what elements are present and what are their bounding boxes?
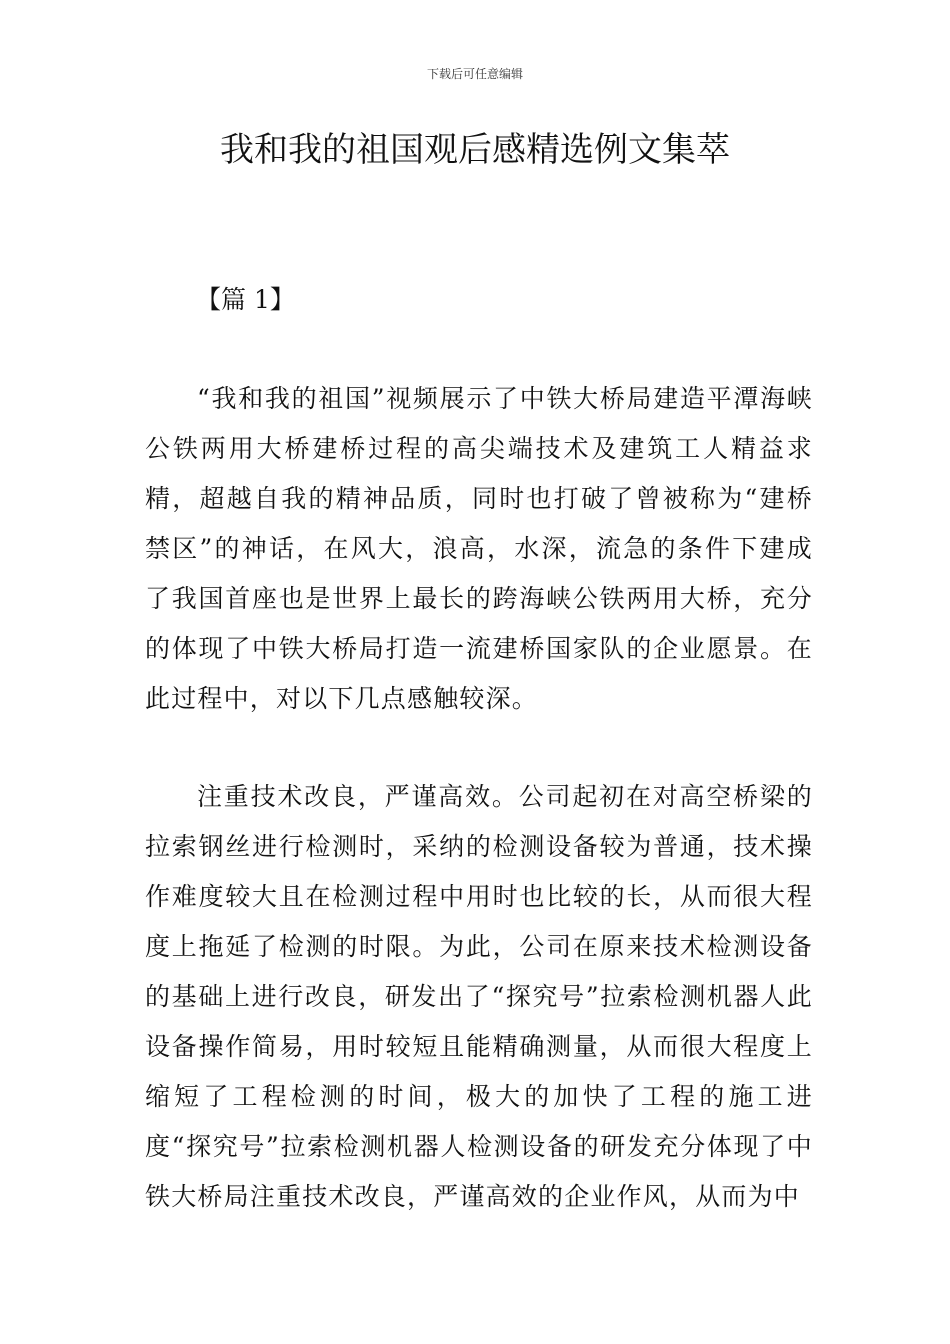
paragraph-2: 注重技术改良，严谨高效。公司起初在对高空桥梁的拉索钢丝进行检测时，采纳的检测设备较为普通，技术操作难度较大且在检测过程中用时也比较的长，从而很大程度上拖延了检测的时限。为此，公司在原来技术检测设备的基础上进行改良，研发出了“探究号”拉索检测机器人此设备操作简易，用时较短且能精确测量，从而很大程度上缩短了工程检测的时间，极大的加快了工程的施工进度“探究号”拉索检测机器人检测设备的研发充分体现了中铁大桥局注重技术改良，严谨高效的企业作风，从而为中 xyxy=(145,782,813,1211)
header-note: 下载后可任意编辑 xyxy=(426,67,523,81)
paragraph-1: “我和我的祖国”视频展示了中铁大桥局建造平潭海峡公铁两用大桥建桥过程的高尖端技术及建筑工人精益求精，超越自我的精神品质，同时也打破了曾被称为“建桥禁区”的神话，在风大，浪高，水深，流急的条件下建成了我国首座也是世界上最长的跨海峡公铁两用大桥，充分的体现了中铁大桥局打造一流建桥国家队的企业愿景。在此过程中，对以下几点感触较深。 xyxy=(145,384,813,713)
section-label: 【篇 1】 xyxy=(196,285,295,314)
document-title: 我和我的祖国观后感精选例文集萃 xyxy=(220,130,730,170)
